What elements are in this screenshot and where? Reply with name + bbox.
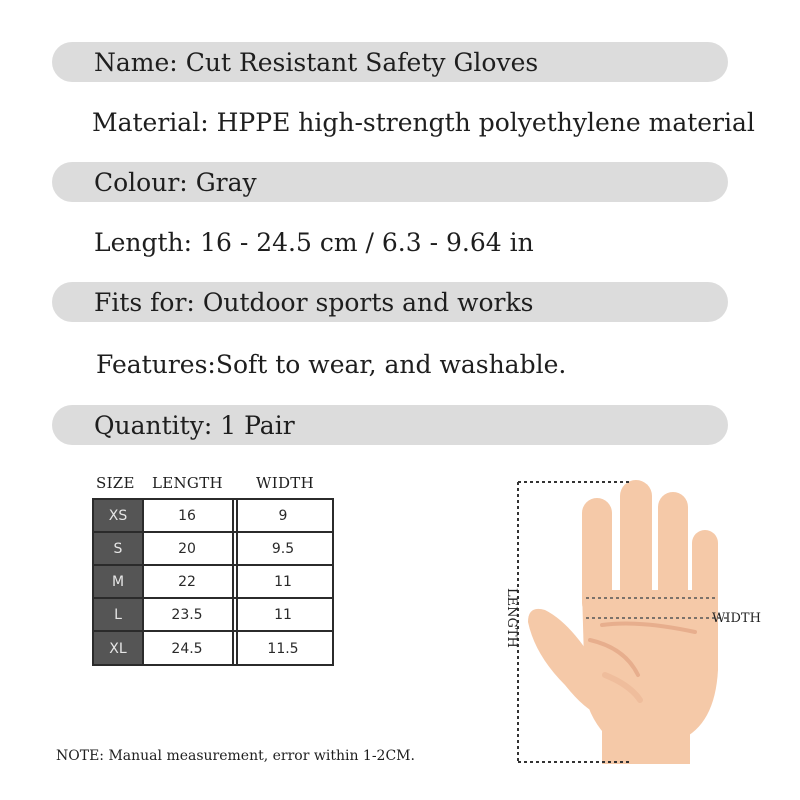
spec-row-name <box>52 42 728 82</box>
spec-material-label: Material: <box>92 107 209 137</box>
grid-line <box>92 664 334 666</box>
width-label: WIDTH <box>712 611 761 626</box>
hand-measurement-diagram <box>490 470 790 770</box>
spec-length-label: Length: <box>94 227 193 257</box>
grid-line <box>332 498 334 666</box>
spec-row-quantity <box>52 405 728 445</box>
spec-row-material <box>52 102 755 142</box>
spec-colour-label: Colour: <box>94 167 188 197</box>
table-row-length: 20 <box>178 541 196 557</box>
spec-name-value: Cut Resistant Safety Gloves <box>185 47 539 77</box>
length-label: LENGTH <box>504 588 519 648</box>
table-row-size: M <box>111 574 125 590</box>
spec-material-value: HPPE high-strength polyethylene material <box>216 107 755 137</box>
spec-quantity-label: Quantity: <box>94 410 213 440</box>
length-header: LENGTH <box>152 474 223 492</box>
spec-fits-value: Outdoor sports and works <box>202 287 534 317</box>
size-grid <box>92 498 334 666</box>
spec-colour-value: Gray <box>195 167 257 197</box>
spec-quantity-value: 1 Pair <box>220 410 295 440</box>
spec-row-fits <box>52 282 728 322</box>
grid-line <box>92 531 334 533</box>
size-header: SIZE <box>96 474 135 492</box>
spec-row-colour <box>52 162 728 202</box>
table-row-width: 11.5 <box>267 641 299 657</box>
spec-row-length <box>52 222 728 262</box>
spec-fits-label: Fits for: <box>94 287 195 317</box>
table-row-length: 22 <box>178 574 196 590</box>
table-row-width: 11 <box>274 574 292 590</box>
spec-features-value: Soft to wear, and washable. <box>215 349 567 379</box>
table-row-size: XL <box>109 641 127 657</box>
grid-line <box>92 630 334 632</box>
table-row-length: 23.5 <box>171 607 203 623</box>
spec-features-label: Features: <box>96 349 216 379</box>
table-row-width: 9.5 <box>271 541 295 557</box>
width-header: WIDTH <box>256 474 314 492</box>
grid-line <box>92 564 334 566</box>
spec-row-features <box>52 344 728 384</box>
table-row-size: L <box>114 607 122 623</box>
table-row-length: 24.5 <box>171 641 203 657</box>
table-row-size: S <box>113 541 123 557</box>
table-row-width: 9 <box>278 508 288 524</box>
hand-illustration-icon <box>528 480 718 764</box>
spec-length-value: 16 - 24.5 cm / 6.3 - 9.64 in <box>200 227 534 257</box>
grid-line <box>232 498 234 666</box>
table-row-length: 16 <box>178 508 196 524</box>
grid-line <box>92 597 334 599</box>
measurement-note: NOTE: Manual measurement, error within 1-2CM. <box>56 748 415 764</box>
grid-line <box>92 498 334 500</box>
spec-name-label: Name: <box>94 47 178 77</box>
table-row-size: XS <box>108 508 128 524</box>
table-row-width: 11 <box>274 607 292 623</box>
